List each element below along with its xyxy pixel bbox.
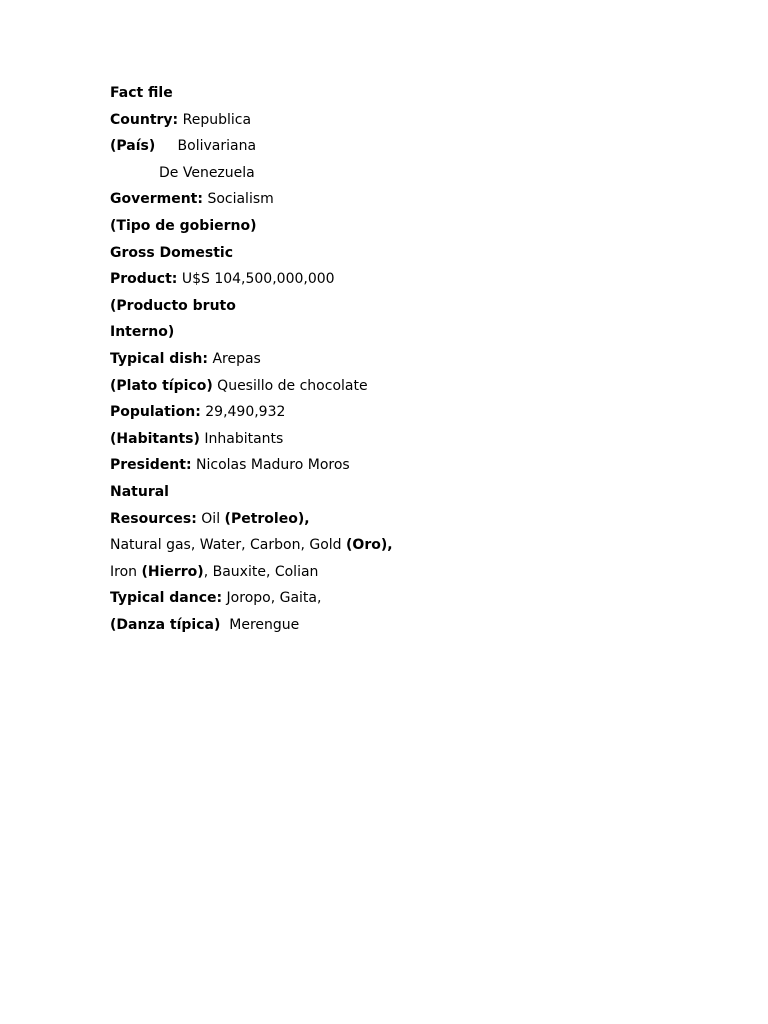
dish-value: Arepas bbox=[212, 350, 261, 367]
gdp-label-line1: Gross Domestic bbox=[110, 244, 233, 261]
resources-label-line1: Natural bbox=[110, 483, 169, 500]
dish-row bbox=[110, 346, 670, 373]
population-row bbox=[110, 399, 670, 426]
country-row bbox=[110, 107, 670, 134]
gdp-label-es-line1: (Producto bruto bbox=[110, 297, 236, 314]
dish-label: Typical dish: bbox=[110, 350, 208, 367]
resources-row-2 bbox=[110, 532, 670, 559]
population-label-es: (Habitants) bbox=[110, 430, 200, 447]
resources-label-line2: Resources: bbox=[110, 510, 197, 527]
resources-value-line2: Natural gas, Water, Carbon, Gold bbox=[110, 537, 342, 554]
gdp-value: U$S 104,500,000,000 bbox=[181, 271, 335, 288]
government-label-es: (Tipo de gobierno) bbox=[110, 217, 257, 234]
population-value: 29,490,932 bbox=[205, 404, 286, 421]
dish-label-es: (Plato típico) bbox=[110, 377, 213, 394]
population-value-line2: Inhabitants bbox=[204, 430, 284, 447]
fact-file-title: Fact file bbox=[110, 85, 173, 101]
gdp-label-line2: Product: bbox=[110, 271, 178, 288]
resources-iron: Iron bbox=[110, 563, 138, 580]
country-label: Country: bbox=[110, 111, 179, 128]
gdp-row bbox=[110, 266, 670, 293]
country-value-line2: Bolivariana bbox=[177, 138, 257, 155]
dance-value-line2: Merengue bbox=[229, 616, 300, 633]
country-value: Republica bbox=[182, 111, 252, 128]
government-row bbox=[110, 186, 670, 213]
fact-file bbox=[110, 80, 670, 638]
government-label: Goverment: bbox=[110, 191, 203, 208]
country-row-3 bbox=[110, 160, 670, 187]
dance-value: Joropo, Gaita, bbox=[226, 590, 322, 607]
resources-row bbox=[110, 506, 670, 533]
dance-row-2 bbox=[110, 612, 670, 639]
resources-oil: Oil bbox=[201, 510, 221, 527]
resources-row-3 bbox=[110, 559, 670, 586]
president-label: President: bbox=[110, 457, 192, 474]
government-value: Socialism bbox=[207, 191, 274, 208]
population-label: Population: bbox=[110, 404, 201, 421]
dance-label: Typical dance: bbox=[110, 590, 223, 607]
dance-label-es: (Danza típica) bbox=[110, 616, 221, 633]
president-value: Nicolas Maduro Moros bbox=[196, 457, 350, 474]
resources-value-line3-rest: , Bauxite, Colian bbox=[203, 563, 319, 580]
country-row-2 bbox=[110, 133, 670, 160]
dish-value-line2: Quesillo de chocolate bbox=[217, 377, 368, 394]
population-row-2 bbox=[110, 426, 670, 453]
resources-gold-es: (Oro), bbox=[346, 537, 393, 554]
gdp-label-es-line2: Interno) bbox=[110, 324, 175, 341]
dish-row-2 bbox=[110, 373, 670, 400]
resources-iron-es: (Hierro) bbox=[141, 563, 204, 580]
country-label-es: (País) bbox=[110, 138, 156, 155]
dance-row bbox=[110, 585, 670, 612]
country-value-line3: De Venezuela bbox=[159, 164, 255, 181]
resources-oil-es: (Petroleo), bbox=[224, 510, 310, 527]
president-row bbox=[110, 452, 670, 479]
